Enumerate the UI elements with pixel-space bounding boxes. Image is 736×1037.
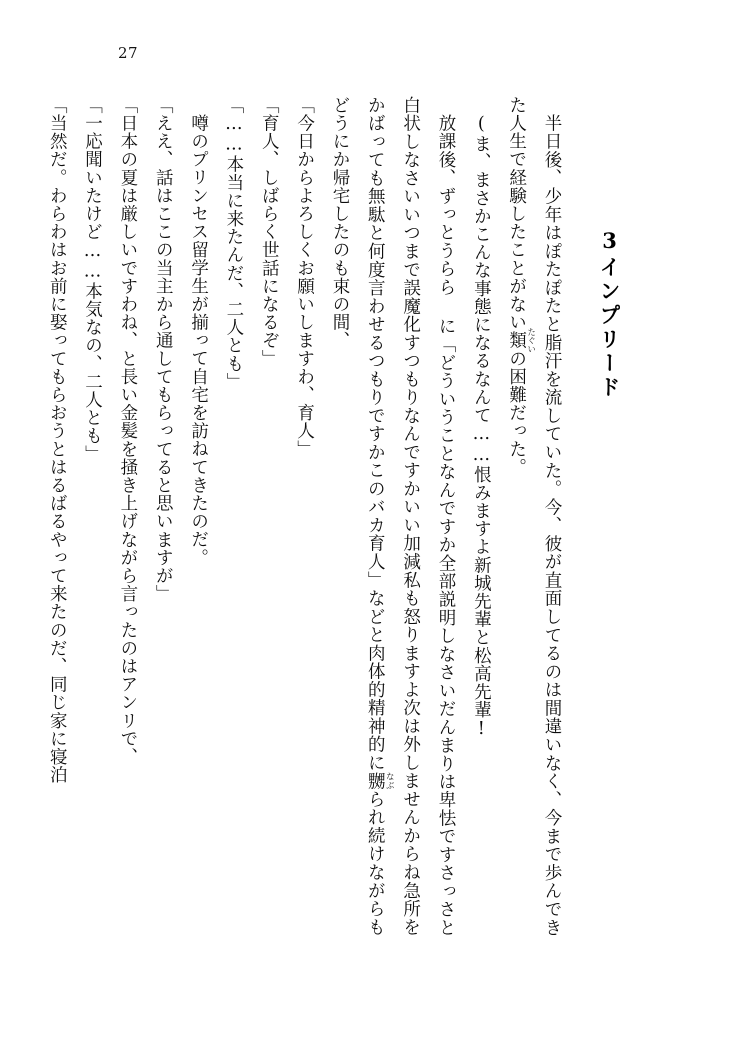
paragraph: 「育人、しばらく世話になるぞ」 xyxy=(259,96,280,368)
ruby-annotation: 嬲 なぶ xyxy=(365,771,395,791)
paragraph: (ま、まさかこんな事態になるなんて……恨みますよ新城先輩と松高先輩! xyxy=(471,113,492,739)
main-text-column xyxy=(39,96,569,936)
paragraph: 「一応聞いたけど……本気なの、二人とも」 xyxy=(82,96,103,463)
chapter-number: 3 xyxy=(597,228,622,256)
ruby-annotation: 類 たぐい xyxy=(506,327,536,354)
paragraph: 「日本の夏は厳しいですわね、と長い金髪を掻き上げながら言ったのはアンリで、 xyxy=(117,96,138,766)
paragraph: 半日後、少年はぽたぽたと脂汗を流していた。今、彼が直面してるのは間違いなく、今まで歩んできた人生で経験したことがない類 たぐいの困難だった。 xyxy=(506,96,562,936)
paragraph: 「……本当に来たんだ、二人とも」 xyxy=(223,96,244,391)
page-body xyxy=(47,96,646,956)
paragraph xyxy=(322,96,463,936)
paragraph: 「今日からよろしくお願いしますわ、育人」 xyxy=(294,96,315,458)
paragraph: 「ええ、話はここの当主から通してもらってると思いますが」 xyxy=(153,96,174,603)
paragraph: 「当然だ。わらわはお前に娶ってもらおうとはるばるやって来たのだ、同じ家に寝泊 xyxy=(47,96,68,784)
chapter-heading xyxy=(599,96,620,400)
paragraph: 噂のプリンセス留学生が揃って自宅を訪ねてきたのだ。 xyxy=(188,113,209,566)
chapter-title-text: インプリード xyxy=(597,256,622,400)
page-number: 27 xyxy=(118,44,139,62)
paragraph-part: 放課後、ずっとうらら に「どういうことなんですか全部説明しなさいだんまりは卑怯ですさっさと白状しなさいいつまで誤魔化すつもりなんですかいい加減私も怒りますよ次は外しませんからね急所をかばっても無駄と何度言わせるつもりですかこのバカ育人」などと肉体的精神的に嬲 なぶられ続けながらもどうにか帰宅したのも束の間、 xyxy=(329,96,456,936)
